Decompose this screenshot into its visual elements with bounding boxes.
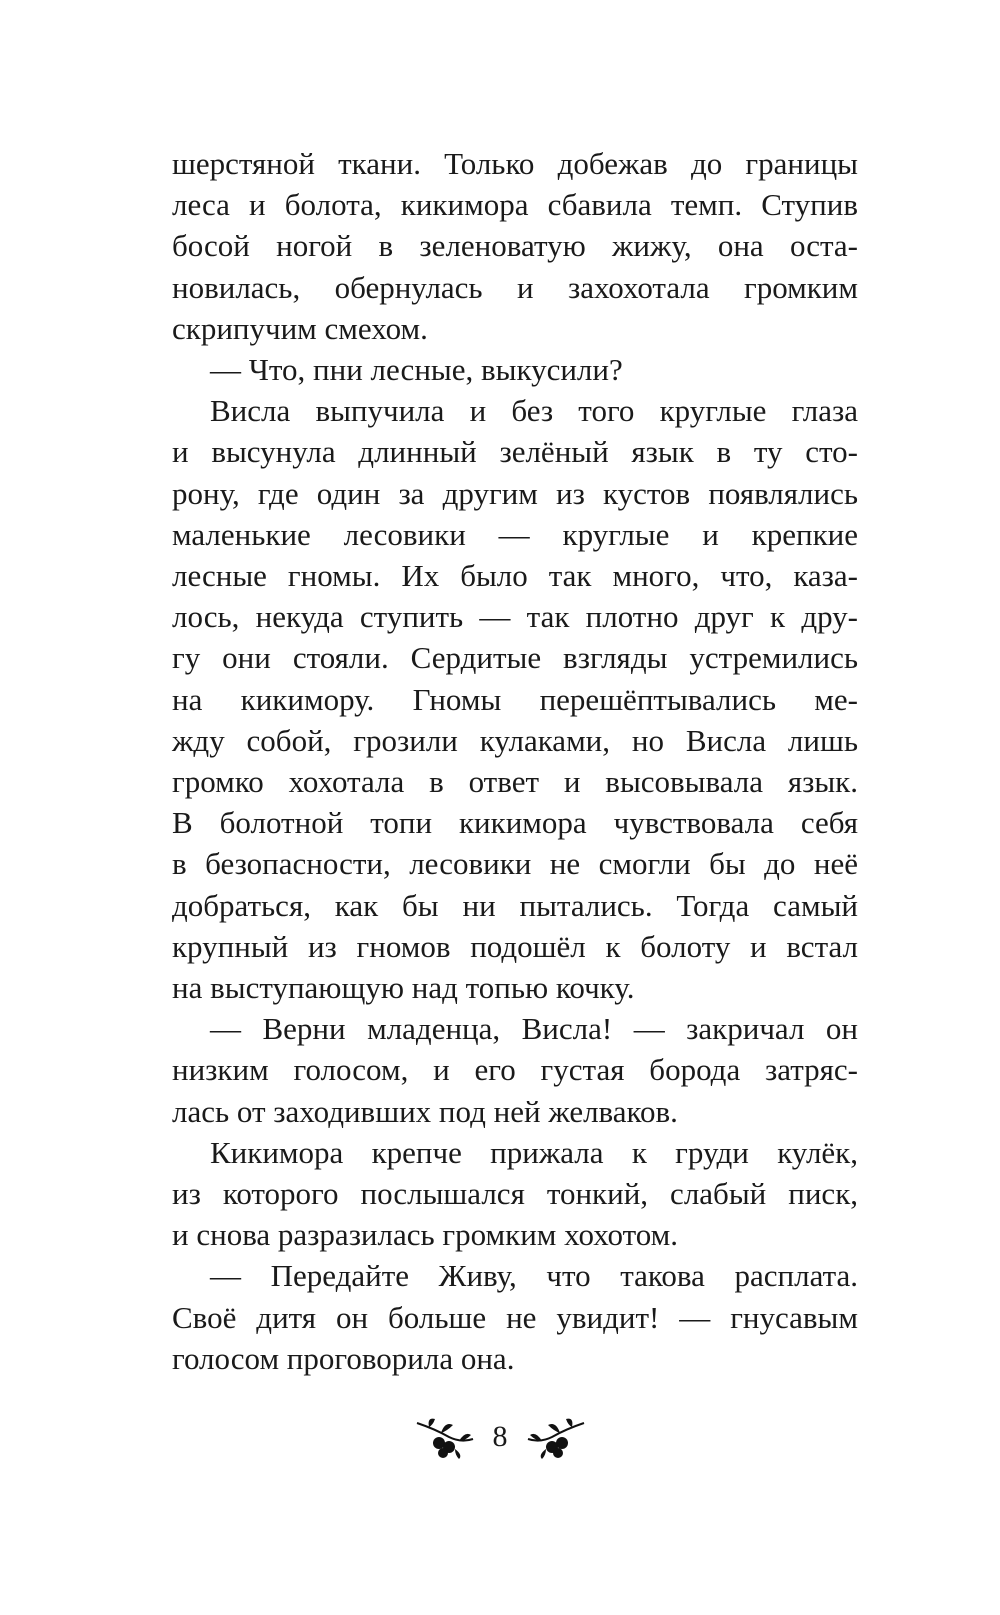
text-line: крупный из гномов подошёл к болоту и встал: [172, 928, 858, 964]
text-line: гу они стояли. Сердитые взгляды устремились: [172, 640, 858, 676]
text-line: на выступающую над топью кочку.: [172, 970, 635, 1005]
text-line: громко хохотала в ответ и высовывала язык.: [172, 764, 858, 799]
text-line: рону, где один за другим из кустов появлялись: [172, 475, 858, 511]
page-number: 8: [492, 1420, 508, 1453]
text-line: и высунула длинный зелёный язык в ту сто-: [172, 434, 858, 470]
berry-branch-left-icon: [415, 1415, 475, 1459]
text-line: голосом проговорила она.: [172, 1340, 515, 1376]
text-line: В болотной топи кикимора чувствовала себя: [172, 805, 858, 841]
text-line: скрипучим смехом.: [172, 310, 428, 346]
text-line: лесные гномы. Их было так много, что, каза-: [172, 558, 858, 593]
text-line: жду собой, грозили кулаками, но Висла лишь: [172, 722, 858, 758]
text-line: лась от заходивших под ней желваков.: [172, 1093, 678, 1129]
page-footer: [0, 1412, 1000, 1462]
text-line: лось, некуда ступить — так плотно друг к дру-: [172, 599, 858, 635]
text-line: низким голосом, и его густая борода затряс-: [172, 1052, 858, 1088]
text-line: в безопасности, лесовики не смогли бы до неё: [172, 846, 858, 882]
text-line: маленькие лесовики — круглые и крепкие: [172, 516, 858, 552]
text-line: новилась, обернулась и захохотала громким: [172, 269, 858, 305]
text-line: из которого послышался тонкий, слабый писк,: [172, 1176, 858, 1211]
text-line: и снова разразилась громким хохотом.: [172, 1217, 679, 1253]
text-line: на кикимору. Гномы перешёптывались ме-: [172, 681, 858, 717]
berry-branch-right-icon: [526, 1415, 586, 1459]
text-line: — Верни младенца, Висла! — закричал он: [210, 1011, 858, 1047]
text-line: Кикимора крепче прижала к груди кулёк,: [210, 1134, 858, 1170]
text-line: — Передайте Живу, что такова расплата.: [210, 1258, 858, 1294]
text-line: добраться, как бы ни пытались. Тогда самый: [172, 887, 858, 923]
text-line: Своё дитя он больше не увидит! — гнусавым: [172, 1299, 858, 1335]
text-line: Висла выпучила и без того круглые глаза: [210, 393, 858, 429]
text-line: босой ногой в зеленоватую жижу, она оста-: [172, 228, 858, 264]
text-line: шерстяной ткани. Только добежав до границы: [172, 146, 858, 181]
text-line: — Что, пни лесные, выкусили?: [210, 352, 623, 387]
text-line: леса и болота, кикимора сбавила темп. Ступив: [172, 187, 858, 223]
